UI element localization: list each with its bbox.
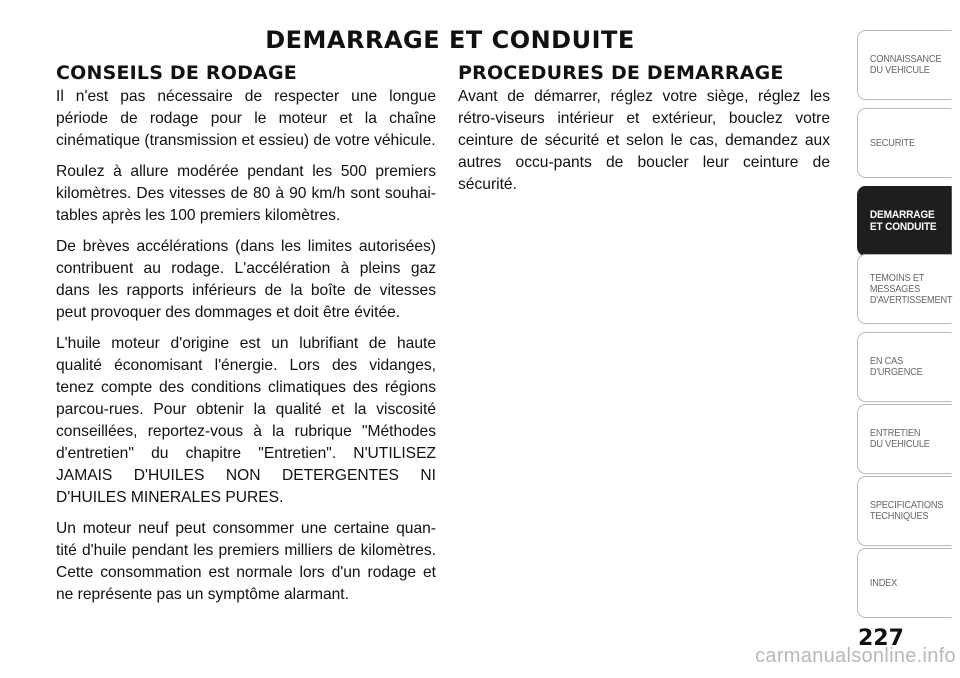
tab-securite[interactable]: SECURITE: [857, 108, 952, 178]
tab-en-cas-d-urgence[interactable]: EN CAS D'URGENCE: [857, 332, 952, 402]
paragraph: L'huile moteur d'origine est un lubrifiant de haute qualité économisant l'énergie. Lors des vidanges, tenez compte des conditions climatiques des régions parcou-rues. Pour obtenir la qualité et la viscosité conseillées, reportez-vous à la rubrique "Méthodes d'entretien" du chapitre "Entretien". N'UTILISEZ JAMAIS D'HUILES NON DETERGENTES NI D'HUILES MINERALES PURES.: [56, 335, 436, 506]
watermark: carmanualsonline.info: [755, 645, 956, 667]
paragraph: Il n'est pas nécessaire de respecter une longue période de rodage pour le moteur et la chaîne cinématique (transmission et essieu) de votre véhicule.: [56, 88, 436, 149]
paragraph: De brèves accélérations (dans les limites autorisées) contribuent au rodage. L'accélération à pleins gaz dans les rapports inférieurs de la boîte de vitesses peut provoquer des dommages et doit être évitée.: [56, 238, 436, 321]
section-break-in-tips: [56, 62, 436, 615]
tab-entretien-du-vehicule[interactable]: ENTRETIEN DU VEHICULE: [857, 404, 952, 474]
tab-specifications-techniques[interactable]: SPECIFICATIONS TECHNIQUES: [857, 476, 952, 546]
page-title: DEMARRAGE ET CONDUITE: [265, 26, 635, 54]
tab-index[interactable]: INDEX: [857, 548, 952, 618]
paragraph: Roulez à allure modérée pendant les 500 premiers kilomètres. Des vitesses de 80 à 90 km/h sont souhai-tables après les 100 premiers kilomètres.: [56, 163, 436, 224]
section-heading-starting: PROCEDURES DE DEMARRAGE: [458, 62, 784, 84]
section-heading-break-in: CONSEILS DE RODAGE: [56, 62, 297, 84]
paragraph: Un moteur neuf peut consommer une certaine quan-tité d'huile pendant les premiers milliers de kilomètres. Cette consommation est normale lors d'un rodage et ne représente pas un symptôme alarmant.: [56, 520, 436, 603]
paragraph: Avant de démarrer, réglez votre siège, réglez les rétro-viseurs intérieur et extérieur, bouclez votre ceinture de sécurité et selon le cas, demandez aux autres occu-pants de boucler leur ceinture de sécurité.: [458, 88, 830, 193]
tab-temoins-et-messages[interactable]: TEMOINS ET MESSAGES D'AVERTISSEMENT: [857, 254, 952, 324]
tab-connaissance-du-vehicule[interactable]: CONNAISSANCE DU VEHICULE: [857, 30, 952, 100]
page-number: 227: [858, 626, 904, 651]
tab-demarrage-et-conduite[interactable]: DEMARRAGE ET CONDUITE: [857, 186, 952, 256]
section-starting-procedures: [458, 62, 830, 205]
